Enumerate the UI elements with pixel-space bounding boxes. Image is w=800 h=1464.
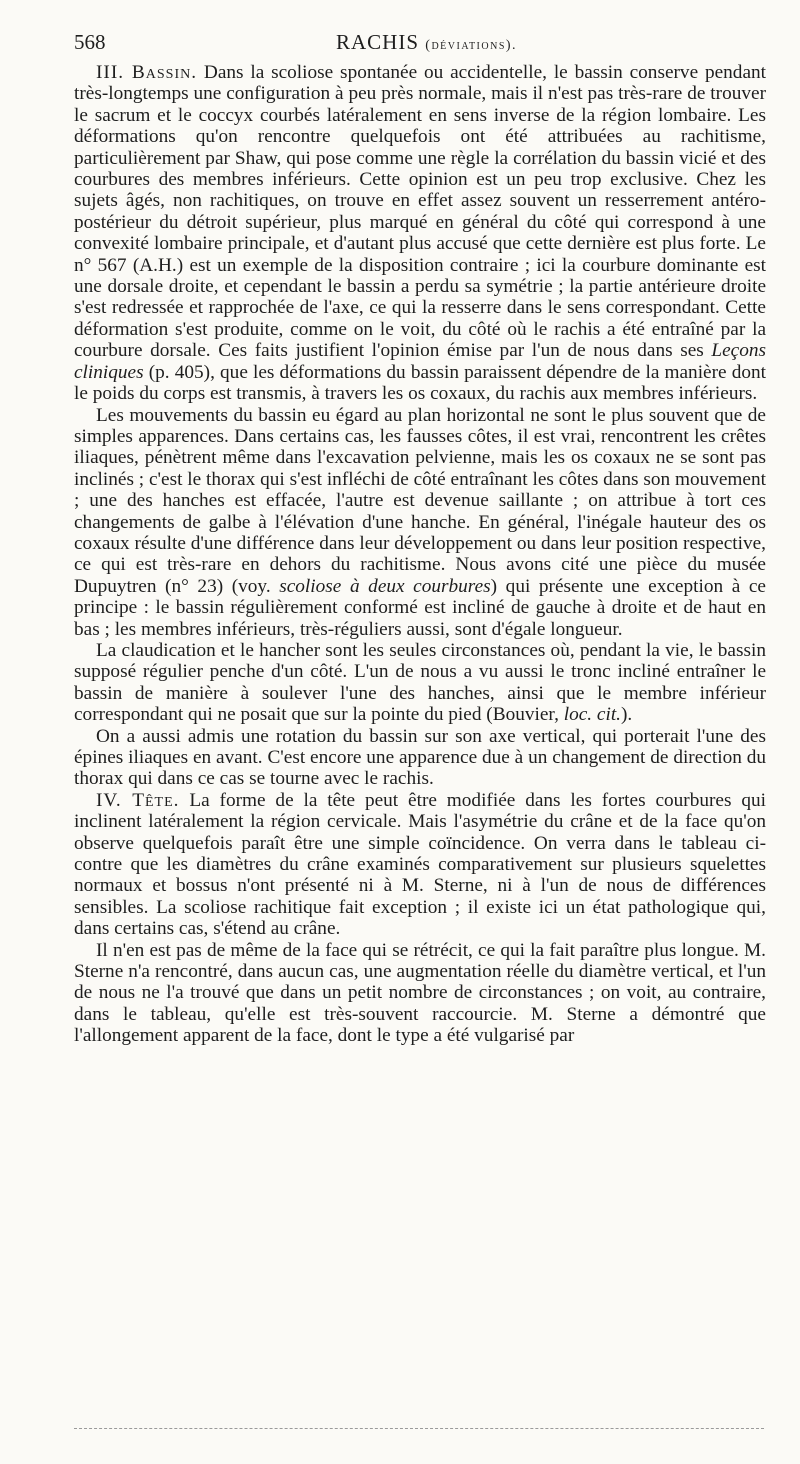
page-number: 568 xyxy=(74,30,106,54)
section-lead: III. Bassin. xyxy=(96,62,198,83)
body-text xyxy=(74,62,766,1047)
paragraph-tete xyxy=(74,790,766,940)
paragraph-text: Dans la scoliose spontanée ou accidentelle, le bassin conserve pendant très-longtemps une configuration à peu près normale, mais il n'est pas très-rare de trouver le sacrum et le coccyx courbés latéralement en sens inverse de la région lombaire. Les déformations qu'on rencontre quelquefois ont été attribuées au rachitisme, particulièrement par Shaw, qui pose comme une règle la corrélation du bassin vicié et des courbures des membres inférieurs. Cette opinion est un peu trop exclusive. Chez les sujets âgés, non rachitiques, on trouve en effet assez souvent un resserrement antéro-postérieur du détroit supérieur, plus marqué en général du côté qui correspond à une convexité lombaire principale, et d'autant plus accusé que cette dernière est plus forte. Le n° 567 (A.H.) est un exemple de la disposition contraire ; ici la courbure dominante est une dorsale droite, et cependant le bassin a perdu sa symétrie ; la partie antérieure droite s'est redressée et rapprochée de l'axe, ce qui la resserre dans le sens correspondant. Cette déformation s'est produite, comme on le voit, du côté où le rachis a été entraîné par la courbure dorsale. Ces faits justifient l'opinion émise par l'un de nous dans ses xyxy=(74,62,766,362)
paragraph-text-tail: (p. 405), que les déformations du bassin paraissent dépendre de la manière dont le poids du corps est transmis, à travers les os coxaux, du rachis aux membres inférieurs. xyxy=(74,361,766,405)
footer-divider xyxy=(74,1428,764,1429)
running-title xyxy=(336,30,517,55)
running-title-sub: (déviations). xyxy=(425,38,518,53)
italic-citation: scoliose à deux courbures xyxy=(279,575,491,597)
running-header xyxy=(74,30,774,60)
paragraph-text: La claudication et le hancher sont les seules circonstances où, pendant la vie, le bassin supposé régulier penche d'un côté. L'un de nous a vu aussi le tronc incliné entraîner le bassin de manière à soulever l'une des hanches, ainsi que le membre inférieur correspondant qui ne posait que sur la pointe du pied (Bouvier, xyxy=(74,639,766,726)
italic-citation: loc. cit. xyxy=(563,704,622,726)
running-title-main: RACHIS xyxy=(336,30,420,54)
paragraph-face xyxy=(74,940,766,1047)
paragraph-text: On a aussi admis une rotation du bassin sur son axe vertical, qui porterait l'une des épines iliaques en avant. C'est encore une apparence due à un changement de direction du thorax qui dans ce cas se tourne avec le rachis. xyxy=(74,725,766,790)
paragraph-text: Il n'en est pas de même de la face qui se rétrécit, ce qui la fait paraître plus longue. M. Sterne n'a rencontré, dans aucun cas, une augmentation réelle du diamètre vertical, et l'un de nous ne l'a trouvé que dans un petit nombre de circonstances ; on voit, au contraire, dans le tableau, qu'elle est très-souvent raccourcie. M. Sterne a démontré que l'allongement apparent de la face, dont le type a été vulgarisé par xyxy=(74,939,766,1047)
paragraph-text: La forme de la tête peut être modifiée dans les fortes courbures qui inclinent latéralement la région cervicale. Mais l'asymétrie du crâne et de la face qu'on observe quelquefois paraît être une simple coïncidence. On verra dans le tableau ci-contre que les diamètres du crâne examinés comparativement sur plusieurs squelettes normaux et bossus n'ont présenté ni à M. Sterne, ni à l'un de nous de différences sensibles. La scoliose rachitique fait exception ; il existe ici un état pathologique qui, dans certains cas, s'étend au crâne. xyxy=(74,789,766,940)
paragraph-mouvements xyxy=(74,405,766,640)
paragraph-claudication xyxy=(74,640,766,726)
paragraph-text-tail: ) qui présente une exception à ce principe : le bassin régulièrement conformé est incliné de gauche à droite et de haut en bas ; les membres inférieurs, très-réguliers aussi, sont d'égale longueur. xyxy=(74,575,766,640)
paragraph-text-tail: ). xyxy=(621,704,633,726)
paragraph-rotation xyxy=(74,726,766,790)
italic-citation: Leçons cliniques xyxy=(74,340,766,383)
section-lead: IV. Tête. xyxy=(96,789,180,811)
paragraph-bassin xyxy=(74,62,766,405)
paragraph-text: Les mouvements du bassin eu égard au plan horizontal ne sont le plus souvent que de simples apparences. Dans certains cas, les fausses côtes, il est vrai, rencontrent les crêtes iliaques, pénètrent même dans l'excavation pelvienne, mais les os coxaux ne se sont pas inclinés ; c'est le thorax qui s'est infléchi de côté entraînant les côtes dans son mouvement ; une des hanches est effacée, l'autre est devenue saillante ; on attribue à tort ces changements de galbe à l'élévation d'une hanche. En général, l'inégale hauteur des os coxaux résulte d'une différence dans leur développement ou dans leur position respective, ce qui est très-rare en dehors du rachitisme. Nous avons cité une pièce du musée Dupuytren (n° 23) (voy. xyxy=(74,404,766,597)
